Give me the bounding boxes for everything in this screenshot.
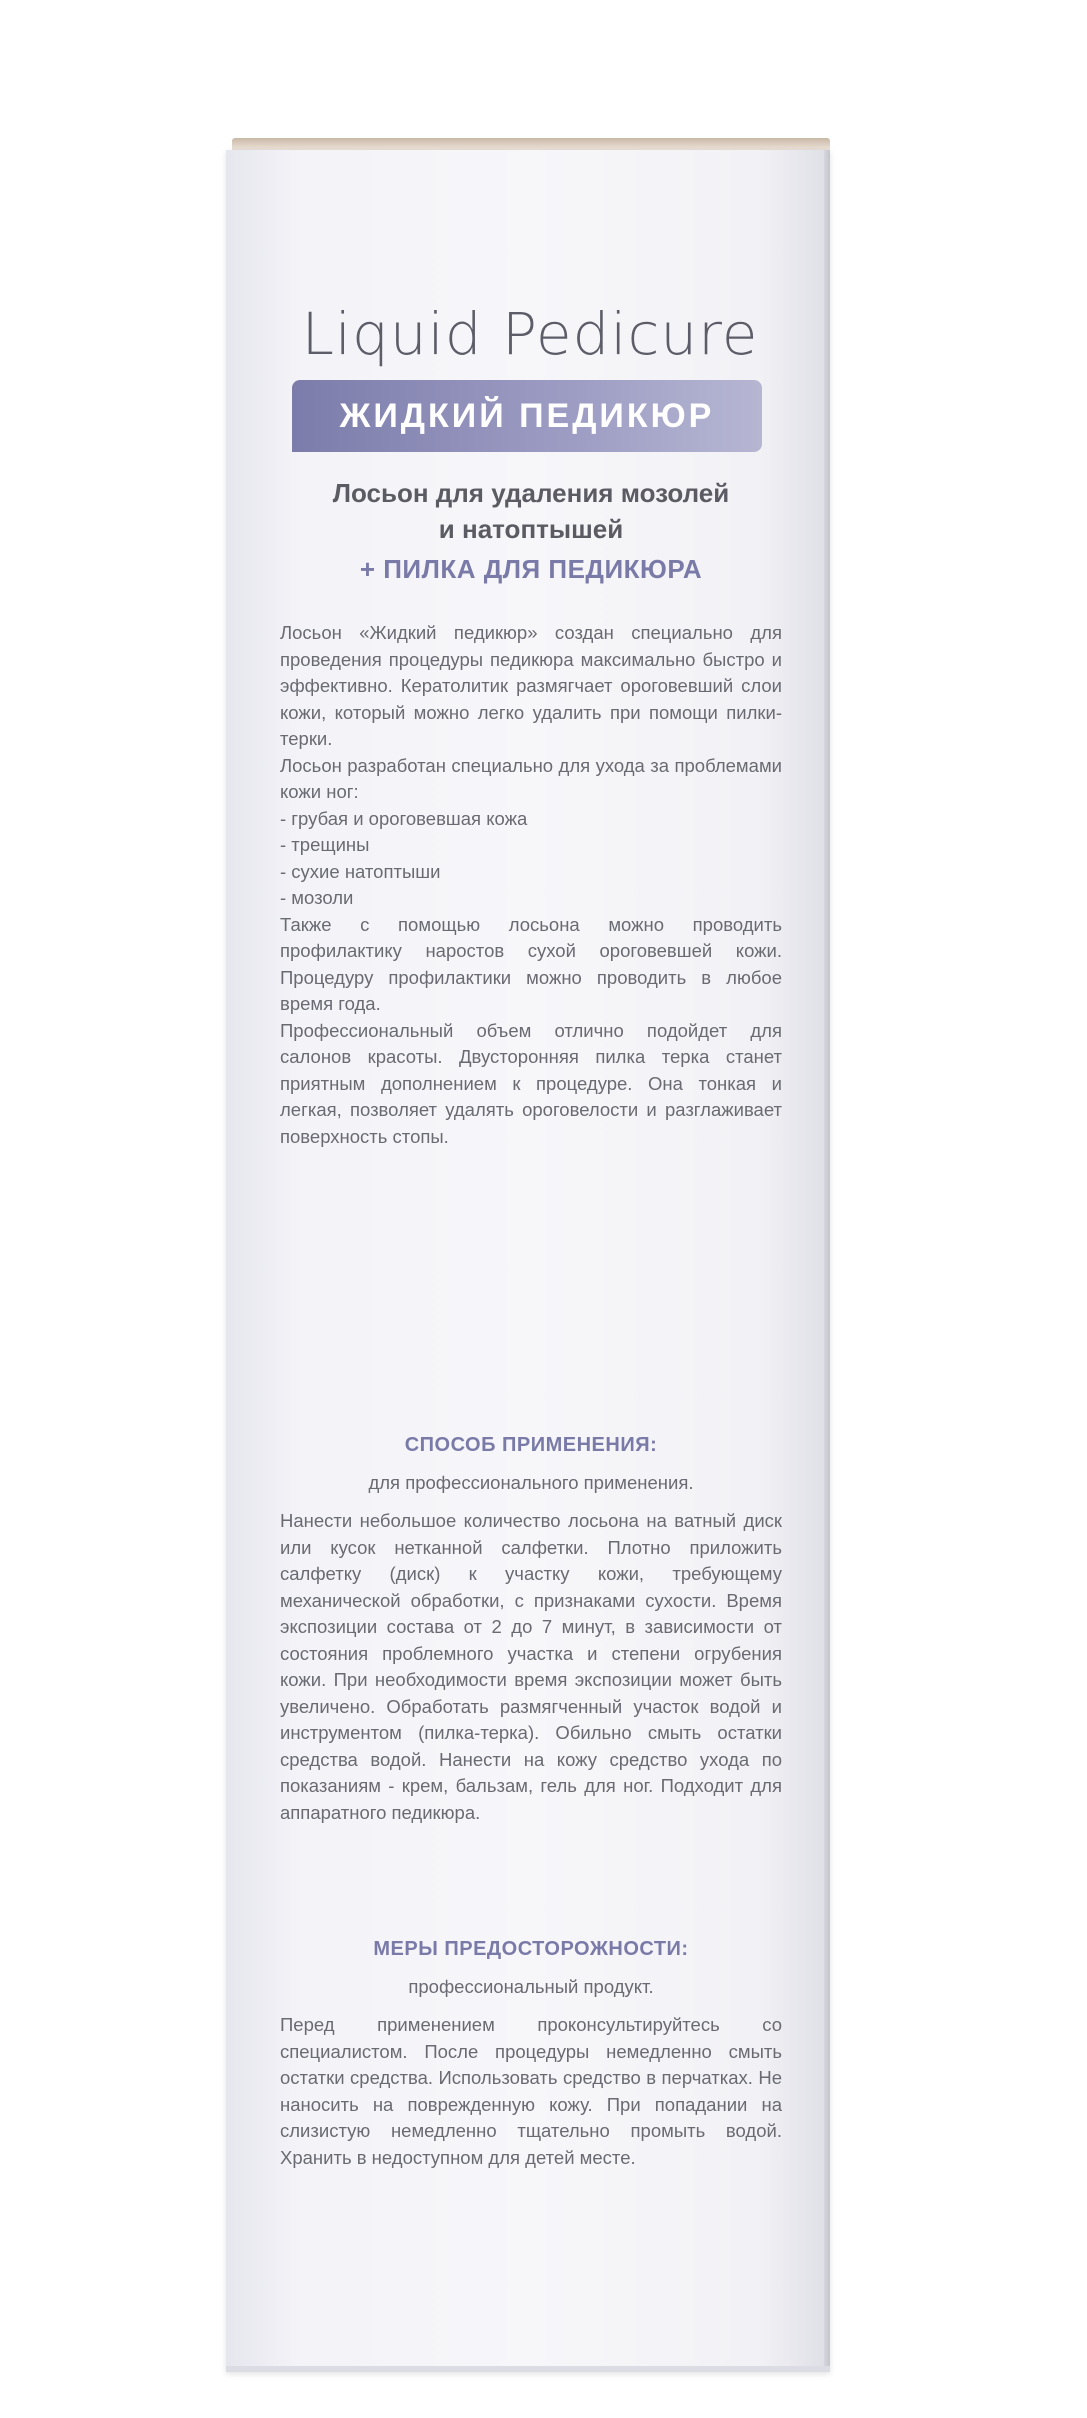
list-item: - сухие натоптыши [280,860,441,882]
description-professional: Профессиональный объем отлично подойдет для салонов красоты. Двусторонняя пилка терка станет приятным дополнением к процедуре. Она тонкая и легкая, позволяет удалять ороговелости и разглаживает поверхность стопы. [280,1019,782,1147]
description-prevention: Также с помощью лосьона можно проводить профилактику наростов сухой ороговевшей кожи. Процедуру профилактики можно проводить в любое время года. [280,913,782,1014]
product-name-text: ЖИДКИЙ ПЕДИКЮР [339,397,715,435]
package-bottom-edge [226,2366,830,2372]
usage-paragraph: Нанести небольшое количество лосьона на ватный диск или кусок нетканной салфетки. Плотно приложить салфетку (диск) к участку кожи, требующему механической обработки, с признаками сухости. Время экспозиции состава от 2 до 7 минут, в зависимости от состояния проблемного участка и степени огрубения кожи. При необходимости время экспозиции может быть увеличено. Обработать размягченный участок водой и инструментом (пилка-терка). Обильно смыть остатки средства водой. Нанести на кожу средство ухода по показаниям - крем, бальзам, гель для ног. Подходит для аппаратного педикюра. [280,1510,782,1823]
precautions-paragraph: Перед применением проконсультируйтесь со специалистом. После процедуры немедленно смыть остатки средства. Использовать средство в перчатках. Не наносить на поврежденную кожу. При попадании на слизистую немедленно тщательно промыть водой. Хранить в недоступном для детей месте. [280,2014,782,2168]
usage-text [280,1508,782,1826]
product-name-banner [292,380,762,452]
product-subtitle [266,475,796,547]
product-package [226,150,830,2372]
subtitle-line-2: и натоптышей [438,514,624,544]
precautions-subtitle: профессиональный продукт. [408,1976,654,1997]
usage-title: СПОСОБ ПРИМЕНЕНИЯ: [404,1434,658,1456]
brand-title: Liquid Pedicure [301,300,759,368]
precautions-title: МЕРЫ ПРЕДОСТОРОЖНОСТИ: [373,1938,689,1960]
list-item: - грубая и ороговевшая кожа [280,807,528,829]
subtitle-line-1: Лосьон для удаления мозолей [332,478,730,508]
description-block [280,620,782,1150]
list-item: - трещины [280,834,370,855]
usage-subtitle: для профессионального применения. [368,1472,694,1493]
subtitle-accent: + ПИЛКА ДЛЯ ПЕДИКЮРА [359,554,703,584]
description-intro: Лосьон «Жидкий педикюр» создан специально для проведения процедуры педикюра максимально быстро и эффективно. Кератолитик размягчает ороговевший слои кожи, который можно легко удалить при помощи пилки-терки. [280,622,782,749]
list-item: - мозоли [280,887,354,908]
description-purpose: Лосьон разработан специально для ухода за проблемами кожи ног: [280,754,782,802]
package-side-edge [824,150,830,2372]
precautions-text [280,2012,782,2171]
